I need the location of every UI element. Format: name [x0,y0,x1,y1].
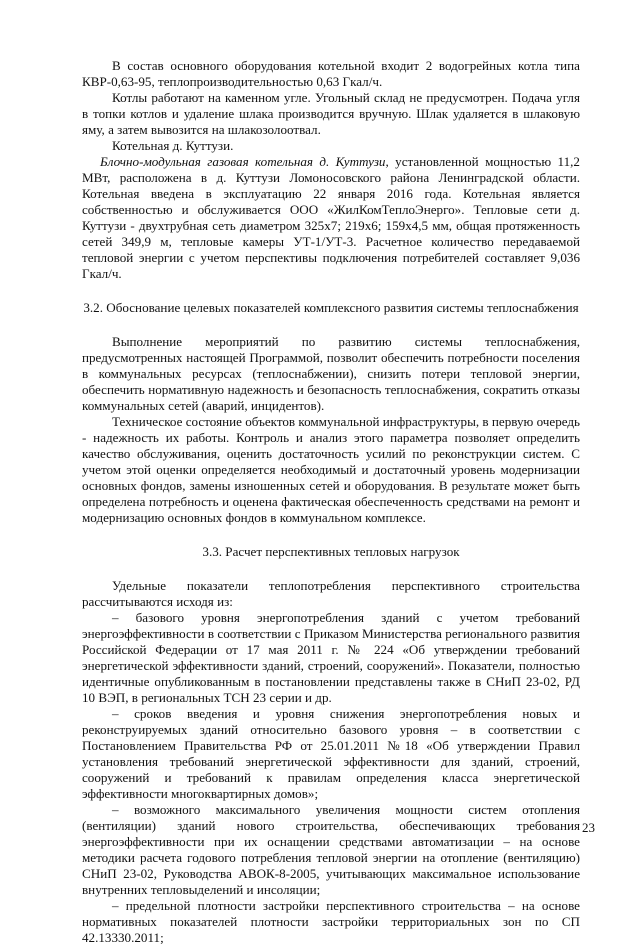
page-body [82,58,580,946]
page-number: 23 [582,820,595,835]
list-item-density-limit: – предельной плотности застройки перспективного строительства – на основе нормативных показателей плотности застройки территориальных зон по СП 42.13330.2011; [82,898,580,945]
spacer [82,560,580,578]
paragraph-kuttuzi-description [82,154,580,282]
subheading-kuttuzi-boiler: Котельная д. Куттузи. [112,138,234,153]
paragraph-boilers-equipment: В состав основного оборудования котельной входит 2 водогрейных котла типа КВР-0,63-95, теплопроизводительностью 0,63 Гкал/ч. [82,58,580,89]
list-item-max-power-increase: – возможного максимального увеличения мощности систем отопления (вентиляции) зданий нового строительства, обеспечивающих требования энергоэффективности при их оснащении средствами автоматизации – на основе методики расчета годового потребления тепловой энергии на отопление (вентиляцию) СНиП 23-02, Руководства АВОК-8-2005, учитывающих максимальное использование внутренних тепловыделений и инсоляции; [82,802,580,897]
paragraph-program-measures: Выполнение мероприятий по развитию системы теплоснабжения, предусмотренных настоящей Программой, позволит обеспечить потребности поселения в коммунальных ресурсах (теплоснабжении), снизить потери тепловой энергии, обеспечить нормативную надежность и безопасность теплоснабжения, сократить отказы коммунальных сетей (аварий, инцидентов). [82,334,580,413]
paragraph-coal-operation: Котлы работают на каменном угле. Угольный склад не предусмотрен. Подача угля в топки котлов и удаление шлака производится вручную. Шлак удаляется в шлаковую яму, а затем вывозится на шлакозолоотвал. [82,90,580,137]
paragraph-technical-state: Техническое состояние объектов коммунальной инфраструктуры, в первую очередь - надежность их работы. Контроль и анализ этого параметра позволяет определить качество обслуживания, оценить достаточность усилий по реконструкции систем. С учетом этой оценки определяется необходимый и достаточный уровень модернизации основных фондов, замены изношенных сетей и оборудования. В результате может быть определена потребность и оценена фактическая обеспеченность средствами на ремонт и модернизацию основных фондов в коммунальном комплексе. [82,414,581,525]
spacer [82,316,580,334]
list-item-terms-of-introduction: – сроков введения и уровня снижения энергопотребления новых и реконструируемых зданий относительно базового уровня – в соответствии с Постановлением Правительства РФ от 25.01.2011 №18 «Об утверждении Правил установления требований энергетической эффективности для зданий, строений, сооружений и требований к правилам определения класса энергетической эффективности многоквартирных домов»; [82,706,580,801]
section-heading-3-2: 3.2. Обоснование целевых показателей комплексного развития системы теплоснабжения [83,300,579,315]
spacer [82,282,580,300]
spacer [82,526,580,544]
kuttuzi-lead-italic: Блочно-модульная газовая котельная д. Куттузи, [100,154,389,169]
kuttuzi-description-text: установленной мощностью 11,2 МВт, расположена в д. Куттузи Ломоносовского района Ленинградской области. Котельная введена в эксплуатацию 22 января 2016 года. Котельная является собственностью и обслуживается ООО «ЖилКомТеплоЭнерго». Тепловые сети д. Куттузи - двухтрубная сеть диаметром 325х7; 219х6; 159х4,5 мм, общая протяженность сетей 349,9 м, тепловые камеры УТ-1/УТ-3. Расчетное количество передаваемой тепловой энергии с учетом перспективы подключения потребителей составляет 9,036 Гкал/ч. [82,154,580,281]
list-item-base-level: – базового уровня энергопотребления зданий с учетом требований энергоэффективности в соответствии с Приказом Министерства регионального развития Российской Федерации от 17 мая 2011 г. № 224 «Об утверждении требований энергетической эффективности зданий, строений, сооружений». Показатели, полностью идентичные опубликованным в постановлении представлены также в СНиП 23-02, РД 10 ВЭП, в региональных ТСН 23 серии и др. [82,610,580,705]
section-heading-3-3: 3.3. Расчет перспективных тепловых нагрузок [202,544,460,559]
paragraph-specific-indicators-intro: Удельные показатели теплопотребления перспективного строительства рассчитываются исходя из: [82,578,580,609]
